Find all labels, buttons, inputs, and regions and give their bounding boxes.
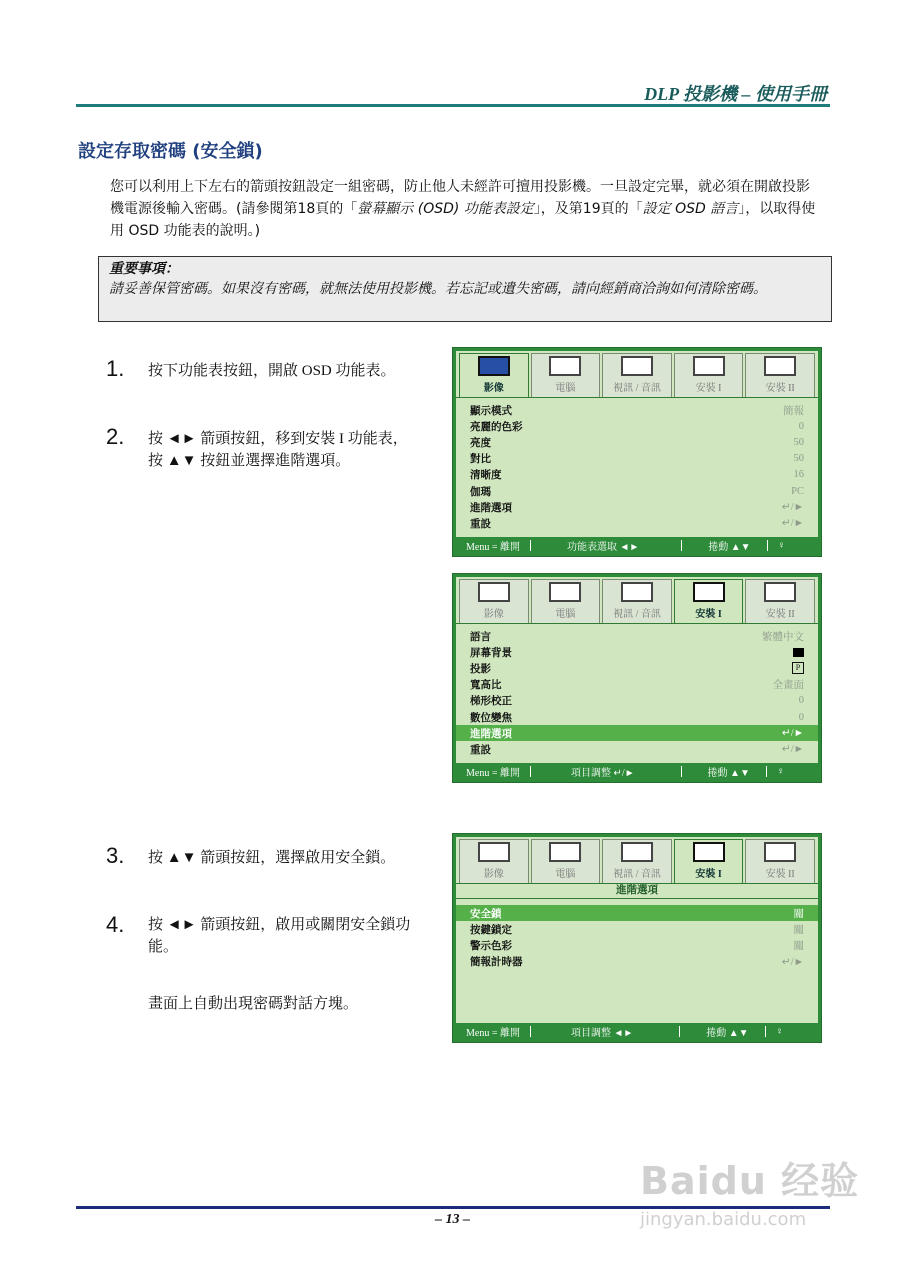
step-3-text: 按 ▲▼ 箭頭按鈕，選擇啟用安全鎖。	[148, 850, 396, 866]
video-audio-icon	[621, 356, 653, 376]
watermark-logo: Baidu 经验 jingyan.baidu.com	[640, 1159, 860, 1230]
menu-row[interactable]: 投影 P	[470, 660, 804, 676]
menu-row[interactable]: 按鍵鎖定 關	[470, 924, 804, 936]
step-4-number: 4.	[106, 912, 125, 937]
bulb-icon: ♀	[777, 539, 786, 551]
menu-row-selected[interactable]: 進階選項 ↵/►	[456, 725, 818, 741]
step-2-text: 按 ◄► 箭頭按鈕，移到安裝 I 功能表，按 ▲▼ 按鈕並選擇進階選項。	[148, 431, 408, 469]
header-rule	[76, 104, 830, 107]
image-icon	[478, 356, 510, 376]
projector-icon	[693, 582, 725, 602]
bulb-icon: ♀	[776, 765, 785, 777]
menu-row[interactable]: 寬高比 全畫面	[470, 680, 804, 692]
page-number: – 13 –	[435, 1212, 470, 1227]
section-title: 設定存取密碼 (安全鎖)	[78, 141, 263, 162]
step-1-number: 1.	[106, 356, 125, 381]
intro-text-2: 」，及第19頁的「	[533, 201, 643, 217]
menu-row-selected[interactable]: 安全鎖 關	[456, 905, 818, 921]
black-swatch	[793, 648, 804, 657]
projector-help-icon	[764, 582, 796, 602]
osd-menu-install-1	[452, 573, 822, 783]
intro-italic-2: 設定 OSD 語言	[642, 201, 739, 217]
projection-icon: P	[792, 662, 804, 674]
menu-row[interactable]: 清晰度 16	[470, 469, 804, 482]
menu-row[interactable]: 語言 繁體中文	[470, 631, 804, 643]
menu-row[interactable]: 伽瑪 PC	[470, 485, 804, 498]
video-audio-icon	[621, 842, 653, 862]
tab-computer[interactable]: 電腦	[531, 839, 601, 883]
computer-icon	[549, 356, 581, 376]
menu-row[interactable]: 亮麗的色彩 0	[470, 420, 804, 433]
tab-install-1[interactable]: 安裝 I	[674, 839, 744, 883]
important-note	[98, 256, 832, 322]
tab-image[interactable]: 影像	[459, 579, 529, 623]
step-1-text: 按下功能表按鈕，開啟 OSD 功能表。	[148, 363, 396, 379]
tab-computer[interactable]: 電腦	[531, 353, 601, 397]
menu-row[interactable]: 梯形校正 0	[470, 695, 804, 708]
osd-footer: Menu = 離開 項目調整 ↵/► 捲動 ▲▼ ♀	[456, 763, 818, 779]
osd-tabs	[456, 351, 818, 397]
tab-install-2[interactable]: 安裝 II	[745, 839, 815, 883]
computer-icon	[549, 842, 581, 862]
note-text: 請妥善保管密碼。如果沒有密碼，就無法使用投影機。若忘記或遺失密碼，請向經銷商洽詢如何清除密碼。	[109, 281, 767, 297]
menu-row[interactable]: 簡報計時器 ↵/►	[470, 956, 804, 969]
menu-row[interactable]: 進階選項 ↵/►	[470, 502, 804, 514]
menu-row[interactable]: 警示色彩 關	[470, 940, 804, 952]
header-title: DLP 投影機 – 使用手冊	[644, 84, 827, 104]
menu-row[interactable]: 屏幕背景	[470, 644, 804, 660]
projector-icon	[693, 356, 725, 376]
intro-paragraph	[110, 176, 820, 242]
tab-video-audio[interactable]: 視訊 / 音訊	[602, 353, 672, 397]
intro-text-1: 您可以利用上下左右的箭頭按鈕設定一組密碼，防止他人未經許可擅用投影機。一旦設定完畢，就必須在開啟投影機電源後輸入密碼。(請參閱第18頁的「	[110, 179, 810, 217]
tab-image[interactable]: 影像	[459, 353, 529, 397]
video-audio-icon	[621, 582, 653, 602]
step-4-text: 按 ◄► 箭頭按鈕，啟用或關閉安全鎖功能。	[148, 917, 411, 955]
menu-row[interactable]: 重設 ↵/►	[470, 744, 804, 756]
osd-footer: Menu = 離開 功能表選取 ◄► 捲動 ▲▼ ♀	[456, 537, 818, 553]
osd-menu-advanced	[452, 833, 822, 1043]
projector-help-icon	[764, 356, 796, 376]
intro-italic-1: 螢幕顯示 (OSD) 功能表設定	[357, 201, 534, 217]
step-2-number: 2.	[106, 424, 125, 449]
tab-install-1[interactable]: 安裝 I	[674, 579, 744, 623]
tab-image[interactable]: 影像	[459, 839, 529, 883]
projector-help-icon	[764, 842, 796, 862]
menu-row[interactable]: 顯示模式 簡報	[470, 405, 804, 417]
osd-tabs	[456, 837, 818, 883]
image-icon	[478, 582, 510, 602]
osd-footer: Menu = 離開 項目調整 ◄► 捲動 ▲▼ ♀	[456, 1023, 818, 1039]
menu-row[interactable]: 重設 ↵/►	[470, 518, 804, 530]
step-3-number: 3.	[106, 843, 125, 868]
projector-icon	[693, 842, 725, 862]
osd-menu-image	[452, 347, 822, 557]
bulb-icon: ♀	[775, 1025, 784, 1037]
tab-install-1[interactable]: 安裝 I	[674, 353, 744, 397]
tab-video-audio[interactable]: 視訊 / 音訊	[602, 839, 672, 883]
menu-row[interactable]: 對比 50	[470, 453, 804, 466]
computer-icon	[549, 582, 581, 602]
intro-text-3: 」，以取得使用 OSD 功能表的說明。)	[110, 201, 816, 239]
menu-row[interactable]: 亮度 50	[470, 436, 804, 449]
auto-dialog-text: 畫面上自動出現密碼對話方塊。	[148, 996, 359, 1012]
image-icon	[478, 842, 510, 862]
tab-computer[interactable]: 電腦	[531, 579, 601, 623]
note-heading: 重要事項：	[109, 261, 179, 277]
tab-video-audio[interactable]: 視訊 / 音訊	[602, 579, 672, 623]
tab-install-2[interactable]: 安裝 II	[745, 579, 815, 623]
osd-tabs	[456, 577, 818, 623]
submenu-title: 進階選項	[456, 883, 818, 899]
tab-install-2[interactable]: 安裝 II	[745, 353, 815, 397]
menu-row[interactable]: 數位變焦 0	[470, 711, 804, 724]
